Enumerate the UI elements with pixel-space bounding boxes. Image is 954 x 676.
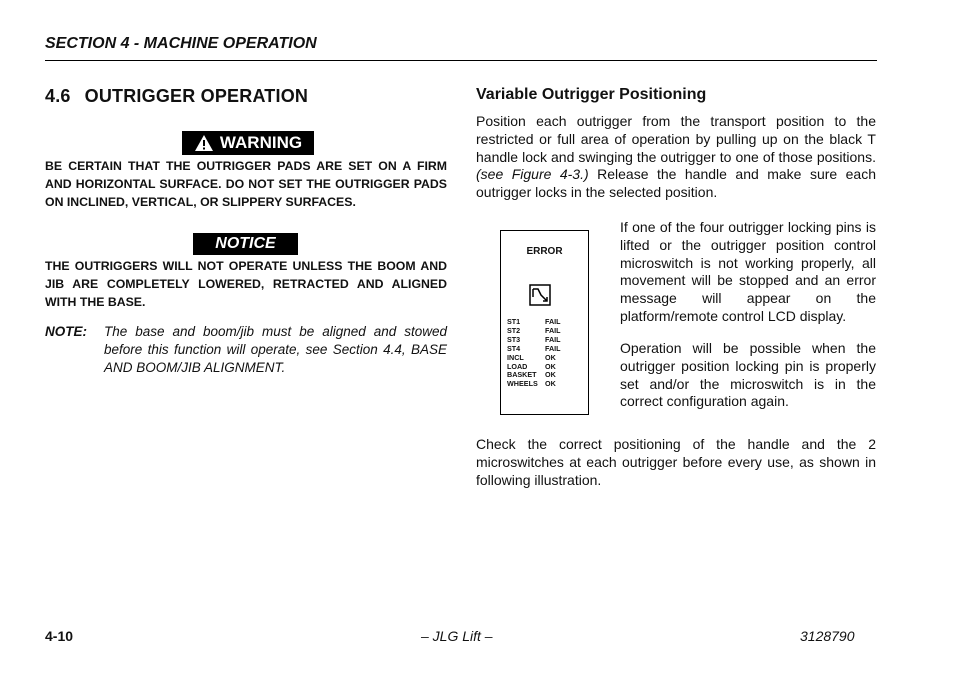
warning-triangle-icon [194, 134, 214, 152]
heading-number: 4.6 [45, 86, 71, 106]
lcd-row-label: WHEELS [507, 379, 538, 389]
lcd-row-status: OK [545, 352, 556, 362]
section-header: SECTION 4 - MACHINE OPERATION [45, 35, 317, 52]
lcd-display-figure [500, 230, 589, 415]
section-heading [45, 86, 308, 107]
lcd-row-status: OK [545, 361, 556, 371]
lcd-row-label: INCL [507, 352, 524, 362]
paragraph-error: If one of the four outrigger locking pins is lifted or the outrigger position control microswitch is not working properly, all movement will be stopped and an error message will appear on the platform/remote control LCD display. [620, 219, 876, 324]
lcd-row-status: OK [545, 370, 556, 380]
note-text: The base and boom/jib must be aligned and stowed before this function will operate, see Section 4.4, BASE AND BOOM/JIB ALIGNMENT. [104, 324, 447, 375]
subheading: Variable Outrigger Positioning [476, 86, 707, 103]
lcd-row-status: FAIL [545, 317, 561, 326]
lcd-row-label: LOAD [507, 361, 528, 371]
outrigger-icon [529, 284, 551, 306]
paragraph-check: Check the correct positioning of the handle and the 2 microswitches at each outrigger before every use, as shown in following illustration. [476, 436, 876, 488]
warning-text: BE CERTAIN THAT THE OUTRIGGER PADS ARE SET ON A FIRM AND HORIZONTAL SURFACE. DO NOT SET THE OUTRIGGER PADS ON INCLINED, VERTICAL, OR SLIPPERY SURFACES. [45, 159, 447, 209]
paragraph-recovery: Operation will be possible when the outrigger position locking pin is properly set and/or the microswitch is in the correct configuration again. [620, 340, 876, 410]
note-label: NOTE: [45, 324, 87, 339]
lcd-row-label: ST4 [507, 343, 521, 353]
heading-title: OUTRIGGER OPERATION [84, 86, 309, 106]
lcd-row-status: OK [545, 379, 556, 389]
document-number: 3128790 [800, 628, 855, 644]
notice-text: THE OUTRIGGERS WILL NOT OPERATE UNLESS THE BOOM AND JIB ARE COMPLETELY LOWERED, RETRACTED AND ALIGNED WITH THE BASE. [45, 259, 447, 309]
warning-label-text: WARNING [219, 133, 303, 152]
page-number: 4-10 [45, 628, 74, 644]
notice-label: NOTICE [193, 233, 298, 255]
lcd-status-table [507, 318, 561, 389]
warning-label [182, 131, 314, 155]
lcd-row-status: FAIL [545, 334, 561, 344]
figure-reference: (see Figure 4-3.) [476, 166, 589, 183]
lcd-title: ERROR [526, 246, 563, 257]
paragraph-positioning [476, 113, 876, 202]
lcd-row-status: FAIL [545, 343, 561, 353]
lcd-row [507, 380, 561, 389]
paragraph-positioning-a: Position each outrigger from the transport position to the restricted or full area of operation by pulling up on the black T handle lock and swinging the outrigger to one of those positions. [476, 113, 876, 165]
lcd-row-label: BASKET [507, 370, 537, 380]
lcd-row-label: ST1 [507, 317, 521, 326]
paragraph-positioning-b: Release the handle and make sure each outrigger locks in the selected position. [476, 166, 877, 201]
lcd-row-label: ST3 [507, 334, 521, 344]
note [45, 323, 447, 377]
footer-brand: – JLG Lift – [421, 628, 493, 644]
header-rule [45, 60, 877, 61]
lcd-row-status: FAIL [545, 325, 561, 335]
lcd-row-label: ST2 [507, 325, 521, 335]
